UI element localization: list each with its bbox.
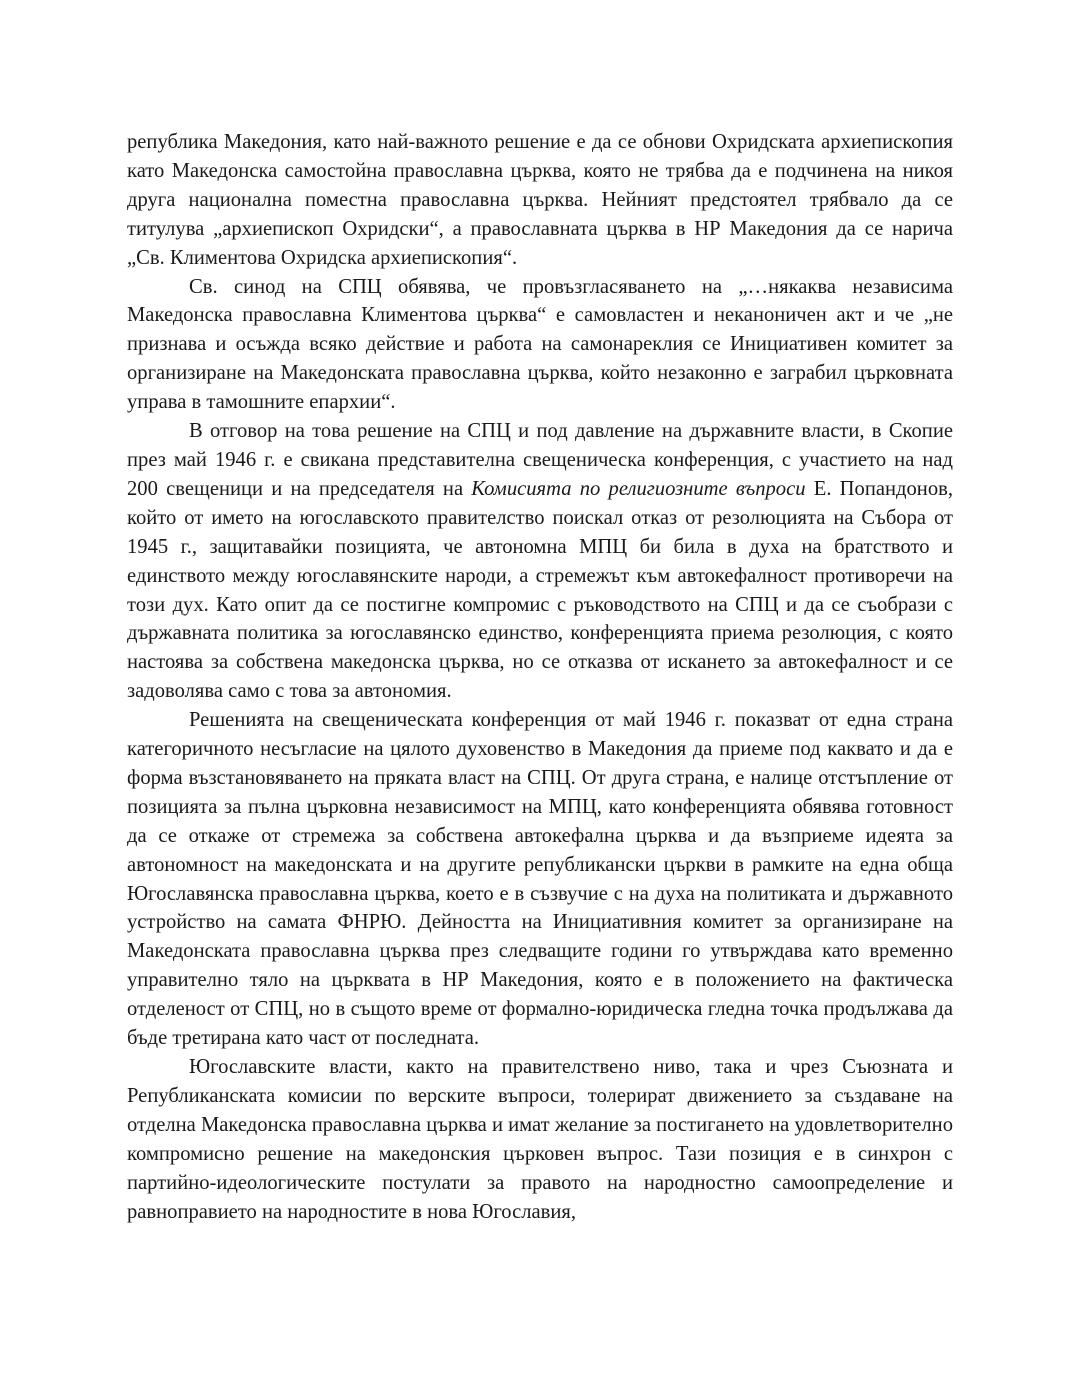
paragraph-conference-decisions: Решенията на свещеническата конференция от май 1946 г. показват от една страна категоричното несъгласие на цялото духовенство в Македония да приеме под каквато и да е форма възстановяването на пряката власт на СПЦ. От друга страна, е налице отстъпление от позицията за пълна църковна независимост на МПЦ, като конференцията обявява готовност да се откаже от стремежа за собствена автокефална църква и да възприеме идеята за автономност на македонската и на другите републикански църкви в рамките на една обща Югославянска православна църква, което е в съзвучие с на духа на политиката и държавното устройство на самата ФНРЮ. Дейността на Инициативния комитет за организиране на Македонската православна църква през следващите години го утвърждава като временно управително тяло на църквата в НР Македония, която е в положението на фактическа отделеност от СПЦ, но в същото време от формално-юридическа гледна точка продължава да бъде третирана като част от последната. <box>127 709 953 1050</box>
paragraph-text-before-italic: В отговор на това решение на СПЦ и под давление на държавните власти, в Скопие през май 1946 г. е свикана представителна свещеническа конференция, с участието на над 200 свещеници и на председателя на <box>127 420 953 500</box>
paragraph-yugoslav-authorities: Югославските власти, както на правителствено ниво, така и чрез Съюзната и Републиканската комисии по верските въпроси, толерират движението за създаване на отделна Македонска православна църква и имат желание за постигането на удовлетворително компромисно решение на македонския църковен въпрос. Тази позиция е в синхрон с партийно-идеологическите постулати за правото на народностно самоопределение и равноправието на народностите в нова Югославия, <box>127 1056 953 1223</box>
paragraph-synod-declaration: Св. синод на СПЦ обявява, че провъзгласяването на „…някаква независима Македонска православна Климентова църква“ е самовластен и неканоничен акт и че „не признава и осъжда всяко действие и работа на самонареклия се Инициативен комитет за организиране на Македонската православна църква, който незаконно е заграбил църковната управа в тамошните епархии“. <box>127 275 953 414</box>
italic-commission-name: Комисията по религиозните въпроси <box>471 477 806 500</box>
paragraph-continuation: република Македония, като най-важното решение е да се обнови Охридската архиепископия като Македонска самостойна православна църква, която не трябва да е подчинена на никоя друга национална поместна православна църква. Нейният предстоятел трябвало да се титулува „архиепископ Охридски“, а православната църква в НР Македония да се нарича „Св. Климентова Охридска архиепископия“. <box>127 131 953 269</box>
paragraph-skopje-conference <box>127 417 953 706</box>
paragraph-text-after-italic: Е. Попандонов, който от името на югославското правителство поискал отказ от резолюцията на Събора от 1945 г., защитавайки позицията, че автономна МПЦ би била в духа на братството и единството между югославянските народи, а стремежът към автокефалност противоречи на този дух. Като опит да се постигне компромис с ръководството на СПЦ и да се съобрази с държавната политика за югославянско единство, конференцията приема резолюция, с която настоява за собствена македонска църква, но се отказва от искането за автокефалност и се задоволява само с това за автономия. <box>127 477 953 703</box>
document-page <box>127 128 953 1226</box>
